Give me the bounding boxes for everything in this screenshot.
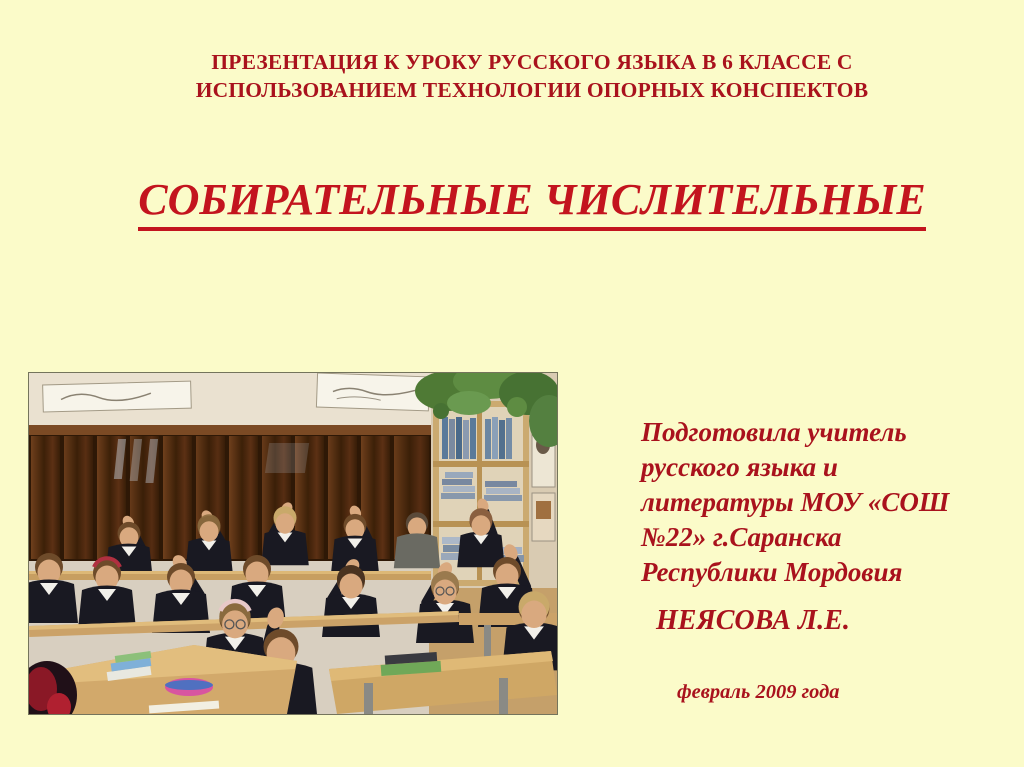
credit-line-4: №22» г.Саранска: [641, 522, 842, 552]
credit-line-3: литературы МОУ «СОШ: [641, 487, 950, 517]
classroom-photo-image: [29, 373, 557, 714]
slide-heading-wrap: [40, 176, 1024, 231]
classroom-photo: [28, 372, 558, 715]
date-text: февраль 2009 года: [677, 681, 840, 703]
credit-line-5: Республики Мордовия: [641, 557, 903, 587]
author-name: НЕЯСОВА Л.Е.: [656, 605, 850, 636]
credit-text: [641, 415, 1001, 590]
slide-subtitle-line-2: ИСПОЛЬЗОВАНИЕМ ТЕХНОЛОГИИ ОПОРНЫХ КОНСПЕКТОВ: [195, 78, 869, 102]
credit-line-1: Подготовила учитель: [641, 417, 907, 447]
credit-line-2: русского языка и: [641, 452, 838, 482]
slide-heading: СОБИРАТЕЛЬНЫЕ ЧИСЛИТЕЛЬНЫЕ: [138, 176, 925, 231]
slide-subtitle: [40, 48, 1024, 104]
slide-subtitle-line-1: ПРЕЗЕНТАЦИЯ К УРОКУ РУССКОГО ЯЗЫКА В 6 КЛАССЕ С: [211, 50, 853, 74]
